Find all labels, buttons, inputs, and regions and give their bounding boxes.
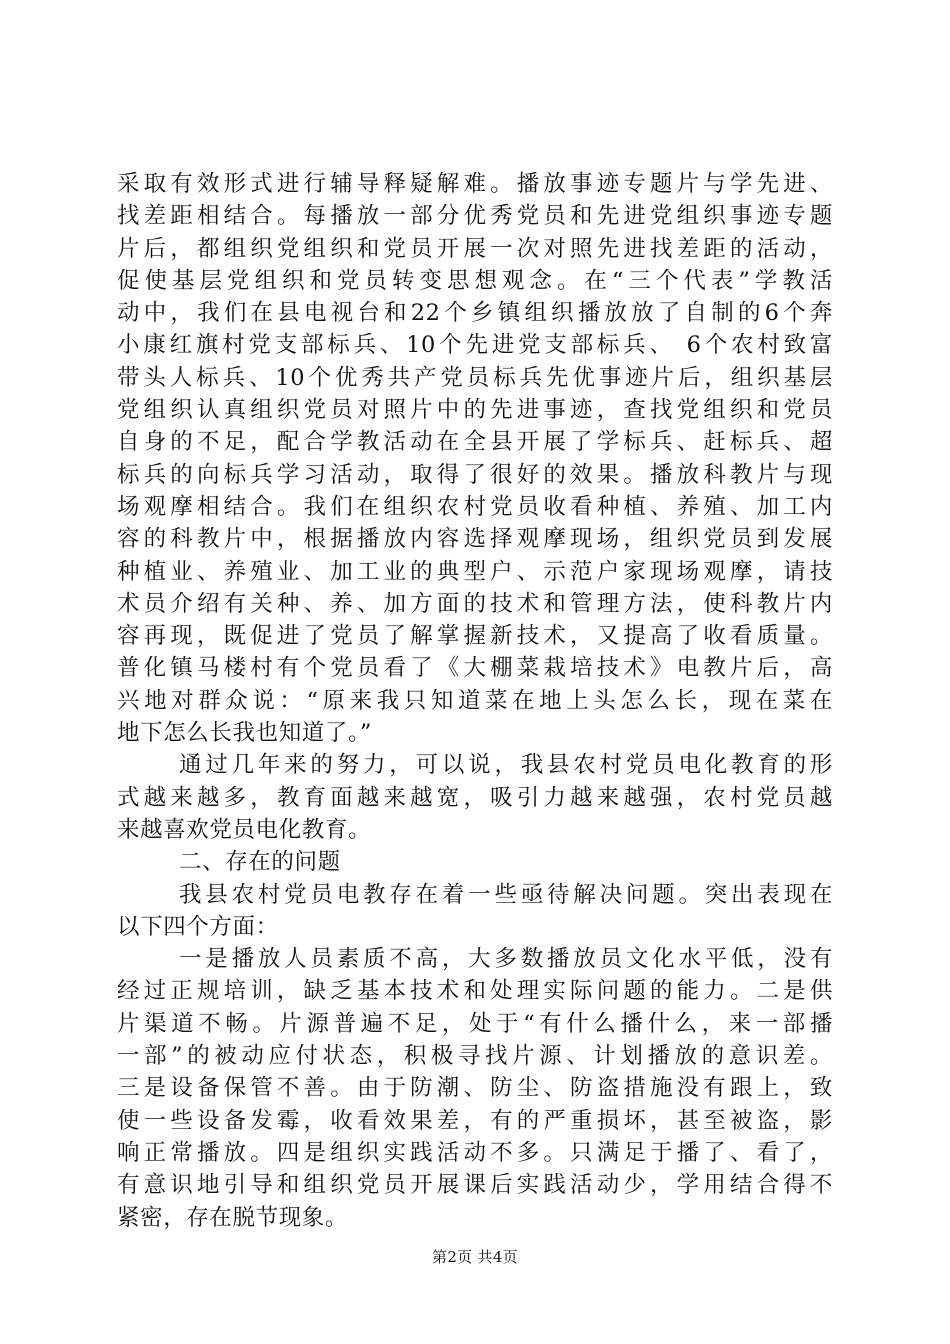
text-line: 小康红旗村党支部标兵、10个先进党支部标兵、 6个农村致富 (117, 332, 833, 359)
text-line: 动中，我们在县电视台和22个乡镇组织播放放了自制的6个奔 (117, 300, 833, 327)
text-line: 找差距相结合。每播放一部分优秀党员和先进党组织事迹专题 (117, 203, 833, 230)
text-line: 兴地对群众说：“原来我只知道菜在地上头怎么长，现在菜在 (117, 687, 833, 714)
text-line: 使一些设备发霉，收看效果差，有的严重损坏，甚至被盗，影 (117, 1107, 833, 1134)
text-line: 术员介绍有关种、养、加方面的技术和管理方法，使科教片内 (117, 590, 833, 617)
text-line: 种植业、养殖业、加工业的典型户、示范户家现场观摩，请技 (117, 558, 833, 585)
text-line: 三是设备保管不善。由于防潮、防尘、防盗措施没有跟上，致 (117, 1075, 833, 1102)
text-line: 来越喜欢党员电化教育。 (117, 816, 372, 843)
page-footer: 第2页 共4页 (432, 1248, 518, 1266)
text-line: 片后，都组织党组织和党员开展一次对照先进找差距的活动， (117, 235, 833, 262)
text-line: 普化镇马楼村有个党员看了《大棚菜栽培技术》电教片后，高 (117, 655, 833, 682)
text-line: 响正常播放。四是组织实践活动不多。只满足于播了、看了， (117, 1139, 833, 1166)
text-line: 有意识地引导和组织党员开展课后实践活动少，学用结合得不 (117, 1172, 833, 1199)
text-line: 标兵的向标兵学习活动，取得了很好的效果。播放科教片与现 (117, 461, 833, 488)
text-line: 一是播放人员素质不高，大多数播放员文化水平低，没有 (179, 946, 833, 973)
text-line: 紧密，存在脱节现象。 (117, 1204, 349, 1231)
text-line: 带头人标兵、10个优秀共产党员标兵先优事迹片后，组织基层 (117, 364, 833, 391)
text-line: 促使基层党组织和党员转变思想观念。在“三个代表”学教活 (117, 267, 833, 294)
text-line: 我县农村党员电教存在着一些亟待解决问题。突出表现在 (179, 881, 833, 908)
text-line: 自身的不足，配合学教活动在全县开展了学标兵、赶标兵、超 (117, 429, 833, 456)
text-line: 地下怎么长我也知道了。” (117, 720, 372, 747)
text-line: 通过几年来的努力，可以说，我县农村党员电化教育的形 (179, 752, 833, 779)
text-line: 容再现，既促进了党员了解掌握新技术，又提高了收看质量。 (117, 623, 833, 650)
text-line: 式越来越多，教育面越来越宽，吸引力越来越强，农村党员越 (117, 784, 833, 811)
text-line: 党组织认真组织党员对照片中的先进事迹，查找党组织和党员 (117, 397, 833, 424)
text-line: 以下四个方面： (117, 913, 279, 940)
text-line: 采取有效形式进行辅导释疑解难。播放事迹专题片与学先进、 (117, 171, 833, 197)
text-line: 片渠道不畅。片源普遍不足，处于“有什么播什么，来一部播 (117, 1010, 833, 1037)
text-line: 经过正规培训，缺乏基本技术和处理实际问题的能力。二是供 (117, 978, 833, 1005)
text-line: 场观摩相结合。我们在组织农村党员收看种植、养殖、加工内 (117, 493, 833, 520)
text-line: 容的科教片中，根据播放内容选择观摩现场，组织党员到发展 (117, 526, 833, 553)
document-body (117, 168, 833, 1234)
text-line: 一部”的被动应付状态，积极寻找片源、计划播放的意识差。 (117, 1043, 833, 1070)
text-line: 二、存在的问题 (179, 849, 341, 876)
